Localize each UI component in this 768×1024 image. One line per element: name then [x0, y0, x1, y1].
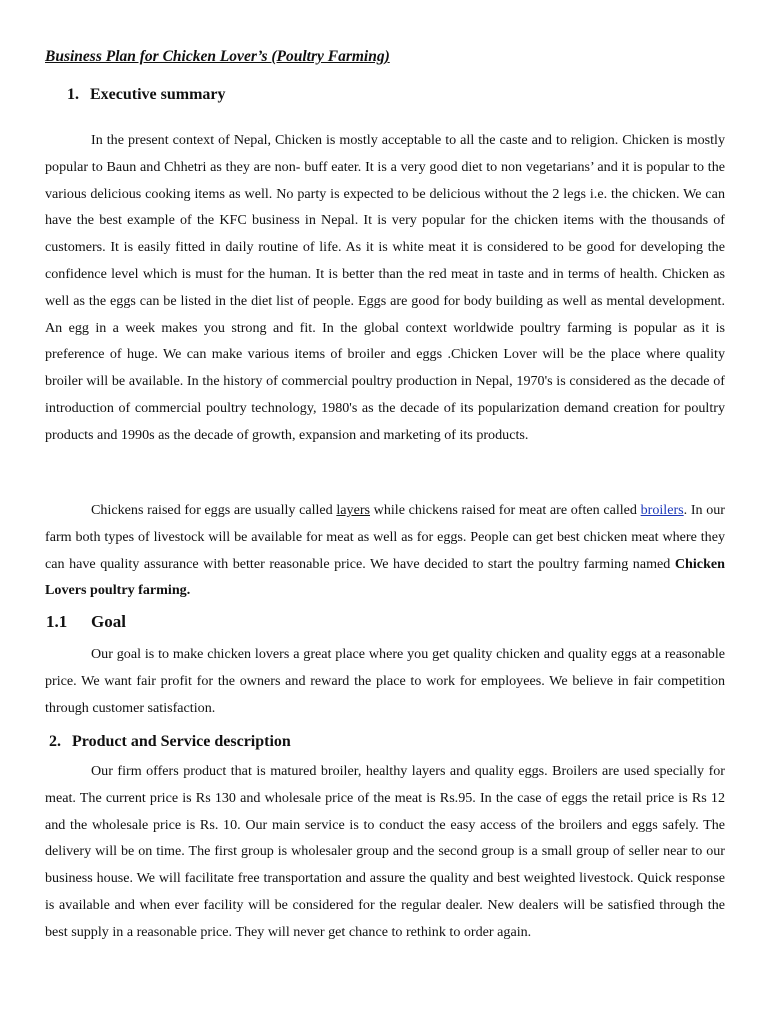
- document-title: Business Plan for Chicken Lover’s (Poultry Farming): [45, 48, 390, 65]
- heading-goal: [46, 612, 126, 632]
- section-heading: Executive summary: [90, 86, 226, 103]
- heading-executive-summary: [67, 86, 226, 104]
- text-segment: while chickens raised for meat are often called: [370, 502, 641, 518]
- paragraph-executive-summary-2: [45, 497, 725, 604]
- section-heading: Goal: [91, 612, 126, 631]
- section-number: 1.1: [46, 612, 68, 631]
- paragraph-product-service: Our firm offers product that is matured broiler, healthy layers and quality eggs. Broilers are used specially for meat. The current price is Rs 130 and wholesale price of the meat is Rs.95. In the case of eggs the retail price is Rs 12 and the wholesale price is Rs. 10. Our main service is to conduct the easy access of the broilers and eggs safely. The delivery will be on time. The first group is wholesaler group and the second group is a small group of seller near to our business house. We will facilitate free transportation and assure the quality and best weighted livestock. Quick response is available and when ever facility will be considered for the regular dealer. New dealers will be satisfied through the best supply in a reasonable price. They will never get chance to rethink to order again.: [45, 763, 725, 940]
- section-number: 2.: [49, 733, 61, 750]
- text-segment: . In our farm both types of livestock will be available for meat as well as for eggs. People can get best chicken meat where they can have quality assurance with better reasonable price. We have decided to start the poultry farming named: [45, 502, 725, 572]
- section-number: 1.: [67, 86, 79, 103]
- section-heading: Product and Service description: [72, 733, 291, 750]
- term-layers[interactable]: layers: [336, 502, 371, 518]
- paragraph-goal: Our goal is to make chicken lovers a great place where you get quality chicken and quality eggs at a reasonable price. We want fair profit for the owners and reward the place to work for employees. We believe in fair competition through customer satisfaction.: [45, 646, 725, 716]
- farm-name-bold: Chicken Lovers poultry farming.: [45, 555, 725, 599]
- text-segment: Chickens raised for eggs are usually called: [91, 502, 337, 518]
- paragraph-executive-summary-1: In the present context of Nepal, Chicken is mostly acceptable to all the caste and to religion. Chicken is mostly popular to Baun and Chhetri as they are non- buff eater. It is a very good diet to non vegetarians’ and it is popular to the various delicious cooking items as well. No party is expected to be delicious without the 2 legs i.e. the chicken. We can have the best example of the KFC business in Nepal. It is very popular for the chicken items with the thousands of customers. It is easily fitted in daily routine of life. As it is white meat it is considered to be good for developing the confidence level which is must for the human. It is better than the red meat in taste and in terms of health. Chicken as well as the eggs can be listed in the diet list of people. Eggs are good for body building as well as mental development. An egg in a week makes you strong and fit. In the global context worldwide poultry farming is popular as it is preference of huge. We can make various items of broiler and eggs .Chicken Lover will be the place where quality broiler will be available. In the history of commercial poultry production in Nepal, 1970's is considered as the decade of introduction of commercial poultry technology, 1980's as the decade of its popularization demand creation for poultry products and 1990s as the decade of growth, expansion and marketing of its products.: [45, 132, 725, 443]
- heading-product-service: [49, 733, 291, 751]
- link-broilers[interactable]: broilers: [640, 502, 684, 518]
